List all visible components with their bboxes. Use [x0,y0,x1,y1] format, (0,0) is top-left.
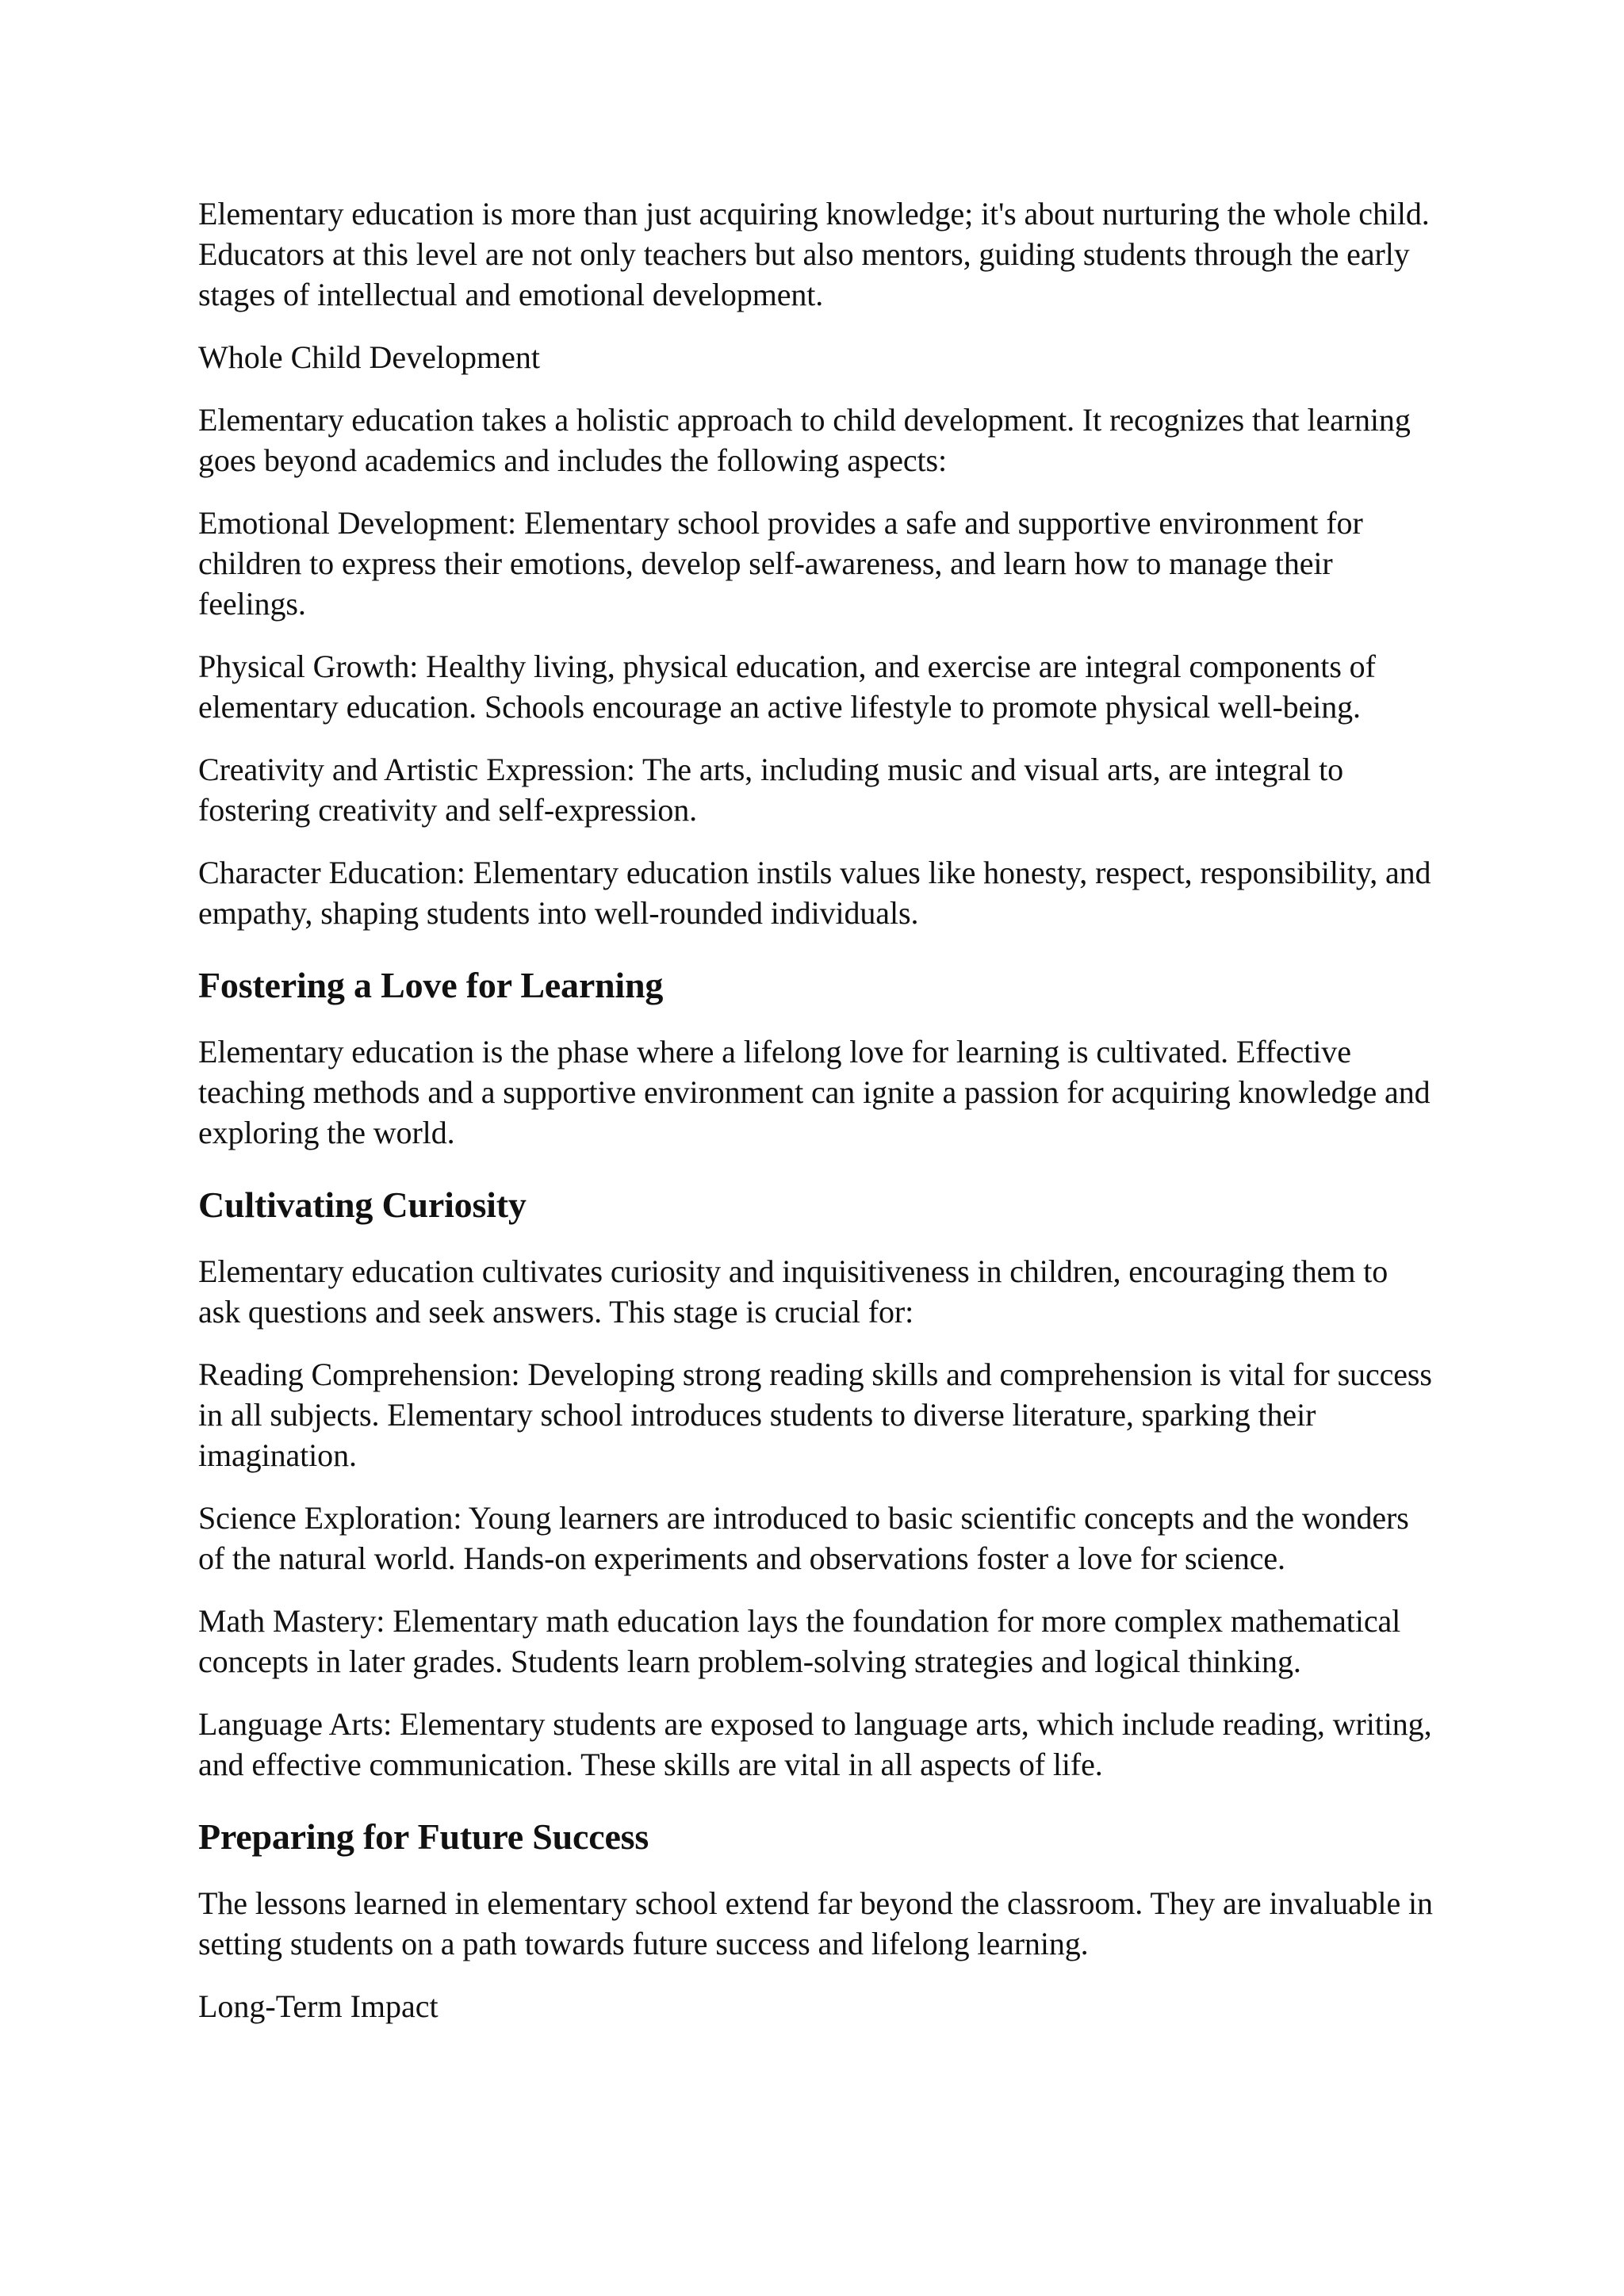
subheading-long-term-impact: Long-Term Impact [198,1988,439,2024]
paragraph-physical-growth: Physical Growth: Healthy living, physical education, and exercise are integral components of elementary education. Schools encourage an active lifestyle to promote physical well-being. [198,649,1376,725]
paragraph-science-exploration: Science Exploration: Young learners are introduced to basic scientific concepts and the wonders of the natural world. Hands-on experiments and observations foster a love for science. [198,1500,1409,1576]
paragraph-language-arts: Language Arts: Elementary students are exposed to language arts, which include reading, writing, and effective communication. These skills are vital in all aspects of life. [198,1706,1432,1782]
heading-preparing-for-future-success: Preparing for Future Success [198,1816,649,1857]
paragraph-curiosity: Elementary education cultivates curiosity and inquisitiveness in children, encouraging them to ask questions and seek answers. This stage is crucial for: [198,1253,1388,1330]
heading-fostering-love-for-learning: Fostering a Love for Learning [198,965,664,1005]
heading-cultivating-curiosity: Cultivating Curiosity [198,1184,527,1225]
paragraph-math-mastery: Math Mastery: Elementary math education lays the foundation for more complex mathematical concepts in later grades. Students learn problem-solving strategies and logical thinking. [198,1603,1401,1679]
paragraph-lifelong-love: Elementary education is the phase where a lifelong love for learning is cultivated. Effective teaching methods and a supportive environment can ignite a passion for acquiring knowledge and exploring the world. [198,1034,1431,1150]
paragraph-lessons-learned: The lessons learned in elementary school extend far beyond the classroom. They are invaluable in setting students on a path towards future success and lifelong learning. [198,1885,1433,1961]
intro-paragraph: Elementary education is more than just acquiring knowledge; it's about nurturing the whole child. Educators at this level are not only teachers but also mentors, guiding students through the early stages of intellectual and emotional development. [198,196,1430,312]
subheading-whole-child-development: Whole Child Development [198,339,541,375]
paragraph-emotional-development: Emotional Development: Elementary school provides a safe and supportive environment for children to express their emotions, develop self-awareness, and learn how to manage their feelings. [198,505,1363,622]
paragraph-creativity: Creativity and Artistic Expression: The arts, including music and visual arts, are integral to fostering creativity and self-expression. [198,752,1343,828]
paragraph-holistic-approach: Elementary education takes a holistic approach to child development. It recognizes that learning goes beyond academics and includes the following aspects: [198,402,1411,478]
paragraph-character-education: Character Education: Elementary education instils values like honesty, respect, responsibility, and empathy, shaping students into well-rounded individuals. [198,855,1431,931]
paragraph-reading-comprehension: Reading Comprehension: Developing strong reading skills and comprehension is vital for success in all subjects. Elementary school introduces students to diverse literature, sparking their imagination. [198,1357,1432,1473]
